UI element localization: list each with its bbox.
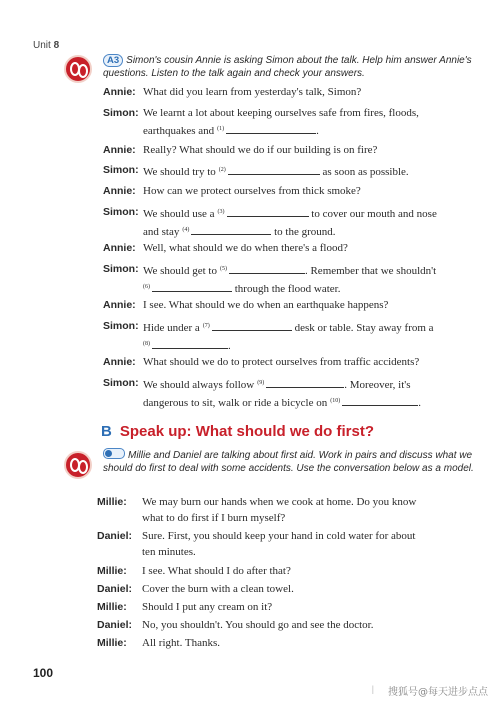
page-number: 100 xyxy=(33,666,54,680)
blank-number: (6) xyxy=(143,284,150,290)
speaker: Simon: xyxy=(103,107,139,119)
speaker: Annie: xyxy=(103,144,136,156)
speaker: Annie: xyxy=(103,356,136,368)
line-text: dangerous to sit, walk or ride a bicycle on xyxy=(143,397,328,409)
line-text: We learnt a lot about keeping ourselves safe from fires, floods, xyxy=(143,107,419,119)
section-b-heading xyxy=(101,423,374,440)
line-text: . xyxy=(228,340,231,352)
line-text: We should use a xyxy=(143,208,215,220)
line-text: We may burn our hands when we cook at home. Do you know xyxy=(142,496,417,508)
speaker: Simon: xyxy=(103,206,139,218)
blank-number: (10) xyxy=(330,398,341,404)
line-text: . xyxy=(316,125,319,137)
speaker: Daniel: xyxy=(97,619,133,631)
line-text: desk or table. Stay away from a xyxy=(294,322,434,334)
line-text: No, you shouldn't. You should go and see the doctor. xyxy=(142,619,374,631)
activity-badge: A3 xyxy=(103,54,123,67)
answer-blank[interactable] xyxy=(229,262,305,274)
line-text: What did you learn from yesterday's talk, Simon? xyxy=(143,86,362,98)
footer-divider: | xyxy=(372,684,374,694)
line-text: . Moreover, it's xyxy=(344,379,411,391)
answer-blank[interactable] xyxy=(152,280,232,292)
line-text: to the ground. xyxy=(274,226,336,238)
watermark: 搜狐号@每天进步点点 xyxy=(388,687,488,698)
line-text: Sure. First, you should keep your hand in cold water for about xyxy=(142,530,416,542)
part-b-instruction-text: Millie and Daniel are talking about first aid. Work in pairs and discuss what we should do first to deal with some accidents. Use the conversation below as a model. xyxy=(103,450,474,474)
answer-blank[interactable] xyxy=(191,223,271,235)
line-text: what to do first if I burn myself? xyxy=(142,512,286,524)
blank-number: (5) xyxy=(219,266,227,272)
line-text: through the flood water. xyxy=(234,283,341,295)
line-text: Hide under a xyxy=(143,322,200,334)
unit-number: 8 xyxy=(53,40,60,51)
section-letter: B xyxy=(101,423,112,440)
line-text: We should get to xyxy=(143,265,217,277)
line-text: Should I put any cream on it? xyxy=(142,601,273,613)
line-text: I see. What should we do when an earthquake happens? xyxy=(143,299,389,311)
unit-header xyxy=(33,40,59,51)
blank-number: (4) xyxy=(182,227,190,233)
pair-work-icon xyxy=(103,448,125,459)
answer-blank[interactable] xyxy=(228,163,320,175)
part-a-instruction xyxy=(103,54,478,80)
speaker: Annie: xyxy=(103,86,136,98)
speaker: Simon: xyxy=(103,164,139,176)
speaker: Annie: xyxy=(103,299,136,311)
unit-label: Unit xyxy=(33,40,51,51)
line-text: and stay xyxy=(143,226,180,238)
speaker: Millie: xyxy=(97,496,127,508)
line-text: to cover our mouth and nose xyxy=(311,208,437,220)
line-text: Really? What should we do if our building is on fire? xyxy=(143,144,378,156)
line-text: ten minutes. xyxy=(142,546,196,558)
speaker: Simon: xyxy=(103,320,139,332)
line-text: How can we protect ourselves from thick smoke? xyxy=(143,185,361,197)
speaking-activity-icon xyxy=(64,451,92,479)
line-text: We should try to xyxy=(143,166,216,178)
blank-number: (7) xyxy=(202,323,210,329)
line-text: . xyxy=(418,397,421,409)
blank-number: (3) xyxy=(217,209,225,215)
answer-blank[interactable] xyxy=(212,319,292,331)
line-text: Cover the burn with a clean towel. xyxy=(142,583,294,595)
part-a-instruction-text: Simon's cousin Annie is asking Simon about the talk. Help him answer Annie's questions. Listen to the talk again and check your answers. xyxy=(103,55,472,79)
speaker: Simon: xyxy=(103,263,139,275)
listening-activity-icon xyxy=(64,55,92,83)
answer-blank[interactable] xyxy=(342,394,418,406)
line-text: earthquakes and xyxy=(143,125,215,137)
speaker: Annie: xyxy=(103,242,136,254)
answer-blank[interactable] xyxy=(226,122,316,134)
section-title: Speak up: What should we do first? xyxy=(119,423,375,440)
line-text: I see. What should I do after that? xyxy=(142,565,291,577)
blank-number: (9) xyxy=(257,380,265,386)
answer-blank[interactable] xyxy=(227,205,309,217)
answer-blank[interactable] xyxy=(266,376,344,388)
line-text: All right. Thanks. xyxy=(142,637,221,649)
line-text: as soon as possible. xyxy=(322,166,409,178)
line-text: Well, what should we do when there's a flood? xyxy=(143,242,348,254)
line-text: We should always follow xyxy=(143,379,255,391)
speaker: Simon: xyxy=(103,377,139,389)
part-b-instruction xyxy=(103,448,478,475)
answer-blank[interactable] xyxy=(152,337,228,349)
line-text: What should we do to protect ourselves from traffic accidents? xyxy=(143,356,420,368)
speaker: Annie: xyxy=(103,185,136,197)
speaker: Daniel: xyxy=(97,583,133,595)
speaker: Millie: xyxy=(97,601,127,613)
blank-number: (1) xyxy=(217,126,225,132)
blank-number: (8) xyxy=(143,341,150,347)
speaker: Millie: xyxy=(97,565,127,577)
speaker: Millie: xyxy=(97,637,127,649)
line-text: . Remember that we shouldn't xyxy=(304,265,437,277)
speaker: Daniel: xyxy=(97,530,133,542)
blank-number: (2) xyxy=(218,167,226,173)
